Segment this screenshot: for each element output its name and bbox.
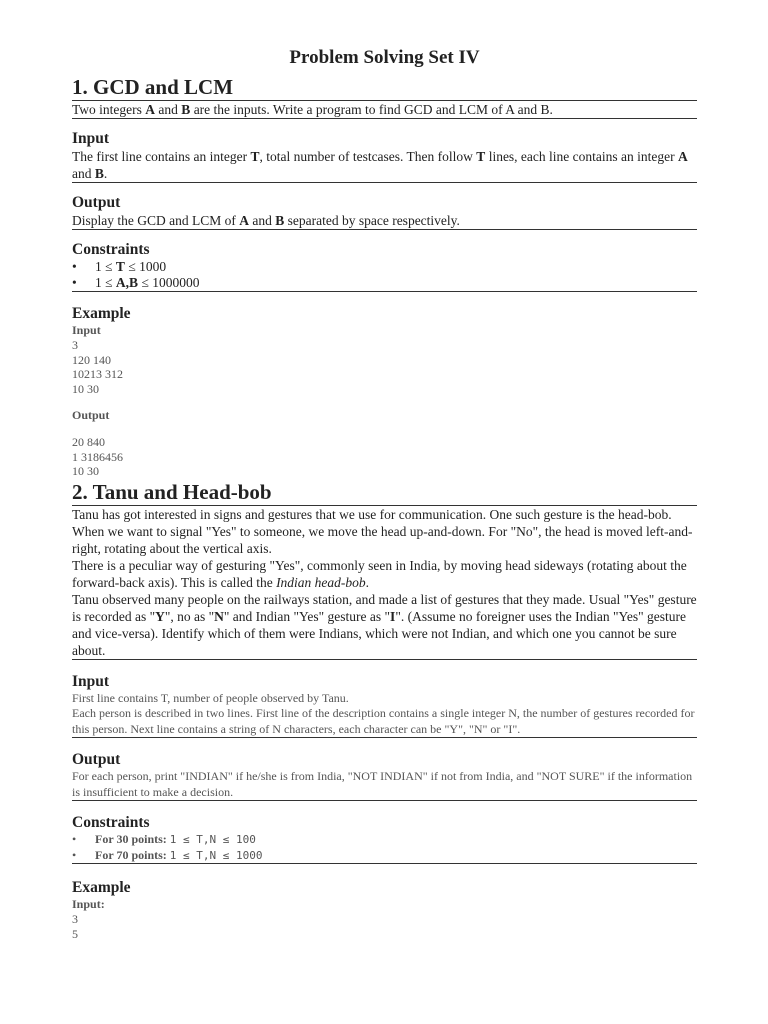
description-paragraph: Tanu has got interested in signs and gestures that we use for communication. One such gesture is the head-bob. — [72, 506, 672, 522]
example-input-label: Input: — [72, 897, 105, 911]
example-line: 10 30 — [72, 464, 99, 478]
problem-2-constraints-list — [72, 832, 697, 864]
problem-1-section — [72, 74, 697, 479]
constraint-label: For 70 points: — [95, 847, 167, 862]
example-output-block — [72, 435, 697, 479]
input-heading: Input — [72, 672, 110, 690]
constraint-label: For 30 points: — [95, 832, 167, 846]
constraint-value: 1 ≤ T,N ≤ 100 — [169, 833, 256, 846]
example-line: 3 — [72, 338, 78, 352]
problem-2-output-text: For each person, print "INDIAN" if he/she is from India, "NOT INDIAN" if not from India, and "NOT SURE" if the information is insufficient to make a decision. — [72, 769, 697, 801]
problem-2-input-text — [72, 691, 697, 739]
example-input-block — [72, 338, 697, 396]
constraint-item: • 1 ≤ T ≤ 1000 — [72, 259, 697, 275]
example-output-label: Output — [72, 408, 110, 422]
example-line: 20 840 — [72, 435, 105, 449]
constraint-value: 1 ≤ T,N ≤ 1000 — [169, 848, 263, 862]
constraint-item — [72, 848, 697, 864]
problem-1-output-text: Display the GCD and LCM of A and B separated by space respectively. — [72, 212, 697, 230]
input-line: First line contains T, number of people observed by Tanu. — [72, 690, 349, 705]
input-line: Each person is described in two lines. First line of the description contains a single integer N, the number of gestures recorded for this person. Next line contains a string of N characters, each character can be "Y", "N" or "I". — [72, 706, 695, 736]
example-line: 1 3186456 — [72, 449, 123, 464]
output-heading: Output — [72, 194, 121, 211]
example-line: 5 — [72, 926, 78, 941]
example-line: 120 140 — [72, 352, 111, 367]
example-line: 3 — [72, 912, 78, 926]
example-line: 10213 312 — [72, 367, 123, 381]
constraints-heading: Constraints — [72, 241, 150, 258]
constraints-heading: Constraints — [72, 814, 150, 831]
example-line: 10 30 — [72, 381, 99, 396]
problem-2-section — [72, 479, 697, 942]
constraint-item: • 1 ≤ A,B ≤ 1000000 — [72, 275, 697, 291]
description-paragraph: When we want to signal "Yes" to someone, we move the head up-and-down. For "No", the head is moved left-and-right, rotating about the vertical axis. — [72, 523, 693, 556]
document-page — [72, 44, 697, 941]
problem-1-heading: 1. GCD and LCM — [72, 75, 234, 99]
problem-1-intro: Two integers A and B are the inputs. Write a program to find GCD and LCM of A and B. — [72, 101, 697, 119]
output-heading: Output — [72, 751, 121, 768]
description-paragraph: Tanu observed many people on the railways station, and made a list of gestures that they made. Usual "Yes" gesture is recorded as "Y", no as "N" and Indian "Yes" gesture as "I". (Assume no foreigner uses the Indian "Yes" gesture and vice-versa). Identify which of them were Indians, which were not Indian, and which one you cannot be sure about. — [72, 591, 697, 658]
problem-2-description — [72, 506, 697, 660]
description-paragraph: There is a peculiar way of gesturing "Yes", commonly seen in India, by moving head sideways (rotating about the forward-back axis). This is called the Indian head-bob. — [72, 557, 687, 590]
document-title: Problem Solving Set IV — [289, 47, 480, 68]
problem-1-input-text: The first line contains an integer T, total number of testcases. Then follow T lines, each line contains an integer A and B. — [72, 148, 697, 183]
example-input-block — [72, 912, 697, 941]
problem-2-heading: 2. Tanu and Head-bob — [72, 479, 272, 504]
input-heading: Input — [72, 130, 110, 147]
constraint-item — [72, 832, 697, 848]
example-input-label: Input — [72, 323, 101, 337]
example-heading: Example — [72, 879, 131, 896]
problem-1-constraints-list — [72, 259, 697, 292]
example-heading: Example — [72, 305, 131, 322]
